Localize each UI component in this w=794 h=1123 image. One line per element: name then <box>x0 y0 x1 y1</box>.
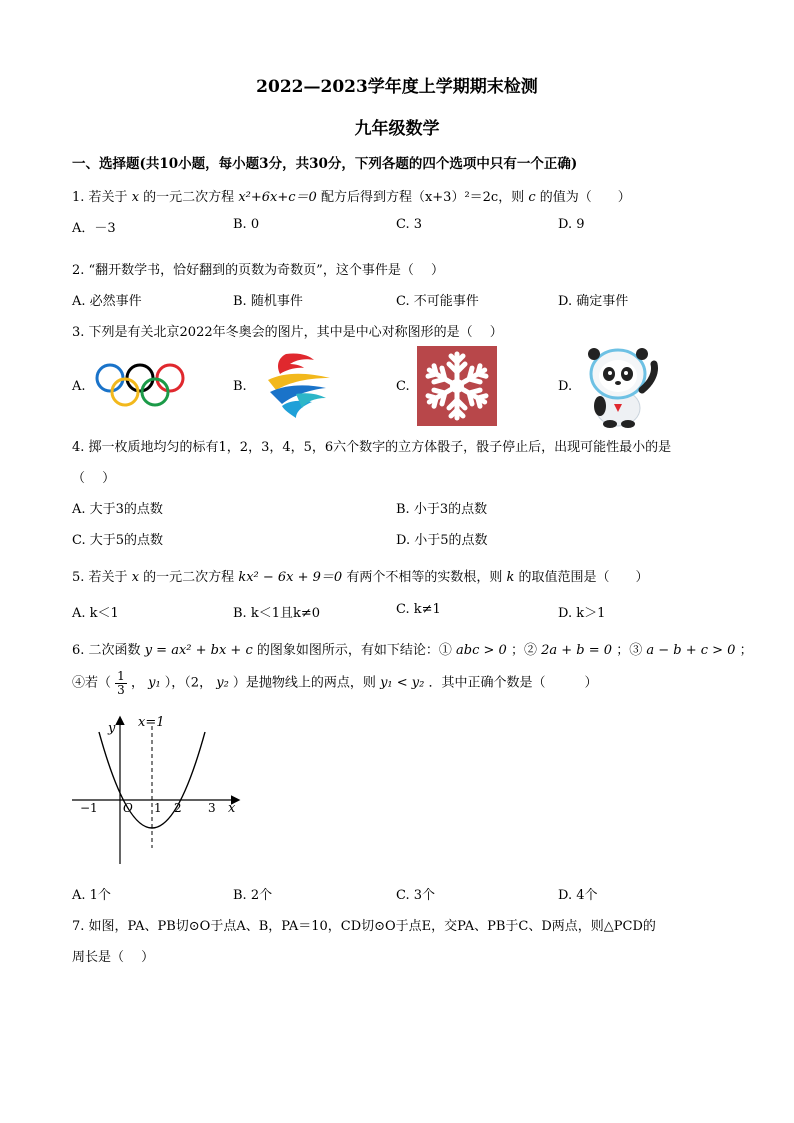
q1-option-d: D. 9 <box>558 217 585 232</box>
q6-text-8: ），（2， <box>164 675 213 691</box>
q1-text-4: 的值为（ ） <box>539 190 631 205</box>
q2-option-a: A. 必然事件 <box>72 294 142 309</box>
x-axis-label: x <box>228 801 236 816</box>
q1-option-c: C. 3 <box>396 217 423 232</box>
exam-subtitle: 九年级数学 <box>354 119 440 139</box>
tick-minus-1: −1 <box>80 801 98 815</box>
q5-var-x: x <box>131 570 140 585</box>
q1-var-c: c <box>528 190 536 205</box>
q4-option-a: A. 大于3的点数 <box>72 502 163 517</box>
q6-comparison: y₁ < y₂ <box>380 675 425 691</box>
yellow-ring <box>112 379 138 405</box>
question-2: 2. “翻开数学书，恰好翻到的页数为奇数页”，这个事件是（ ） <box>72 263 444 278</box>
q4-option-b: B. 小于3的点数 <box>396 502 488 517</box>
q4-option-c: C. 大于5的点数 <box>72 533 164 548</box>
q6-option-d: D. 4个 <box>558 888 598 903</box>
question-4-line-2: （ ） <box>72 471 116 486</box>
question-1 <box>72 186 631 205</box>
q2-option-c: C. 不可能事件 <box>396 294 479 309</box>
q5-option-d: D. k＞1 <box>558 606 606 621</box>
q6-option-a: A. 1个 <box>72 888 111 903</box>
symmetry-label: x=1 <box>138 715 165 730</box>
q6-fraction <box>115 670 127 696</box>
tick-2: 2 <box>174 801 182 815</box>
question-6-line-1 <box>72 639 753 658</box>
q5-var-k: k <box>506 570 515 585</box>
question-3: 3. 下列是有关北京2022年冬奥会的图片，其中是中心对称图形的是（ ） <box>72 325 503 340</box>
q5-option-b: B. k＜1且k≠0 <box>233 606 321 621</box>
q1-var-x: x <box>131 190 140 205</box>
question-7-line-2: 周长是（ ） <box>72 950 155 965</box>
red-ring <box>157 365 183 391</box>
q5-equation: kx² − 6x + 9＝0 <box>238 570 343 585</box>
q1-text-3: 配方后得到方程（x+3）²＝2c，则 <box>320 190 525 205</box>
parabola-graph <box>68 712 248 872</box>
bing-dwen-dwen-mascot-image <box>580 346 664 428</box>
q6-text-5: ； <box>739 643 753 658</box>
q6-y2: y₂ <box>216 675 229 691</box>
question-4-line-1: 4. 掷一枚质地均匀的标有1，2，3，4，5，6六个数字的立方体骰子，骰子停止后，出现可能性最小的是 <box>72 440 672 455</box>
y-axis-label: y <box>108 721 116 736</box>
q6-text-1: 6. 二次函数 <box>72 643 141 658</box>
exam-title: 2022—2023学年度上学期期末检测 <box>256 77 538 97</box>
q6-y1: y₁ <box>148 675 161 691</box>
origin-label: O <box>123 801 133 815</box>
q4-option-d: D. 小于5的点数 <box>396 533 488 548</box>
question-7-line-1: 7. 如图，PA、PB切⊙O于点A、B，PA＝10，CD切⊙O于点E，交PA、PB于C、D两点，则△PCD的 <box>72 919 656 934</box>
q6-option-c: C. 3个 <box>396 888 436 903</box>
q6-text-6: ④若（ <box>72 675 112 691</box>
q5-text-1: 5. 若关于 <box>72 570 128 585</box>
q6-function: y = ax² + bx + c <box>144 643 253 658</box>
q6-conclusion-2: 2a + b = 0 <box>541 643 613 658</box>
q3-option-a: A. <box>72 379 86 394</box>
q3-option-c: C. <box>396 379 410 394</box>
q6-text-7: ， <box>130 675 144 691</box>
snowflake-image <box>417 346 497 426</box>
q5-text-2: 的一元二次方程 <box>143 570 235 585</box>
q6-fraction-numerator: 1 <box>117 669 125 683</box>
q6-conclusion-1: abc > 0 <box>456 643 507 658</box>
q6-fraction-denominator: 3 <box>117 682 125 697</box>
q1-equation: x²+6x+c＝0 <box>238 190 317 205</box>
blue-ring <box>97 365 123 391</box>
q1-option-b: B. 0 <box>233 217 260 232</box>
q5-option-c: C. k≠1 <box>396 602 441 617</box>
question-5 <box>72 566 649 585</box>
q5-option-a: A. k＜1 <box>72 606 119 621</box>
q6-text-3: ；② <box>510 643 537 658</box>
black-ring <box>127 365 153 391</box>
beijing-2022-emblem-image <box>256 350 336 420</box>
tick-1: 1 <box>154 801 162 815</box>
tick-3: 3 <box>208 801 216 815</box>
olympic-rings-image <box>94 362 188 408</box>
q5-text-4: 的取值范围是（ ） <box>518 570 649 585</box>
q1-option-a: A．－3 <box>72 221 116 236</box>
q1-text-1: 1. 若关于 <box>72 190 128 205</box>
q6-text-2: 的图象如图所示，有如下结论：① <box>256 643 452 658</box>
q2-option-d: D. 确定事件 <box>558 294 629 309</box>
q6-text-9: ）是抛物线上的两点，则 <box>232 675 376 691</box>
q3-option-d: D. <box>558 379 573 394</box>
green-ring <box>142 379 168 405</box>
q6-text-4: ；③ <box>616 643 643 658</box>
q6-option-b: B. 2个 <box>233 888 273 903</box>
q6-text-10: ．其中正确个数是（ ） <box>428 675 598 691</box>
q6-conclusion-3: a − b + c > 0 <box>646 643 736 658</box>
q3-option-b: B. <box>233 379 247 394</box>
q5-text-3: 有两个不相等的实数根，则 <box>346 570 503 585</box>
q2-option-b: B. 随机事件 <box>233 294 303 309</box>
section-heading: 一、选择题(共10小题，每小题3分，共30分，下列各题的四个选项中只有一个正确) <box>72 156 578 172</box>
question-6-line-2 <box>72 670 598 696</box>
q1-text-2: 的一元二次方程 <box>143 190 235 205</box>
